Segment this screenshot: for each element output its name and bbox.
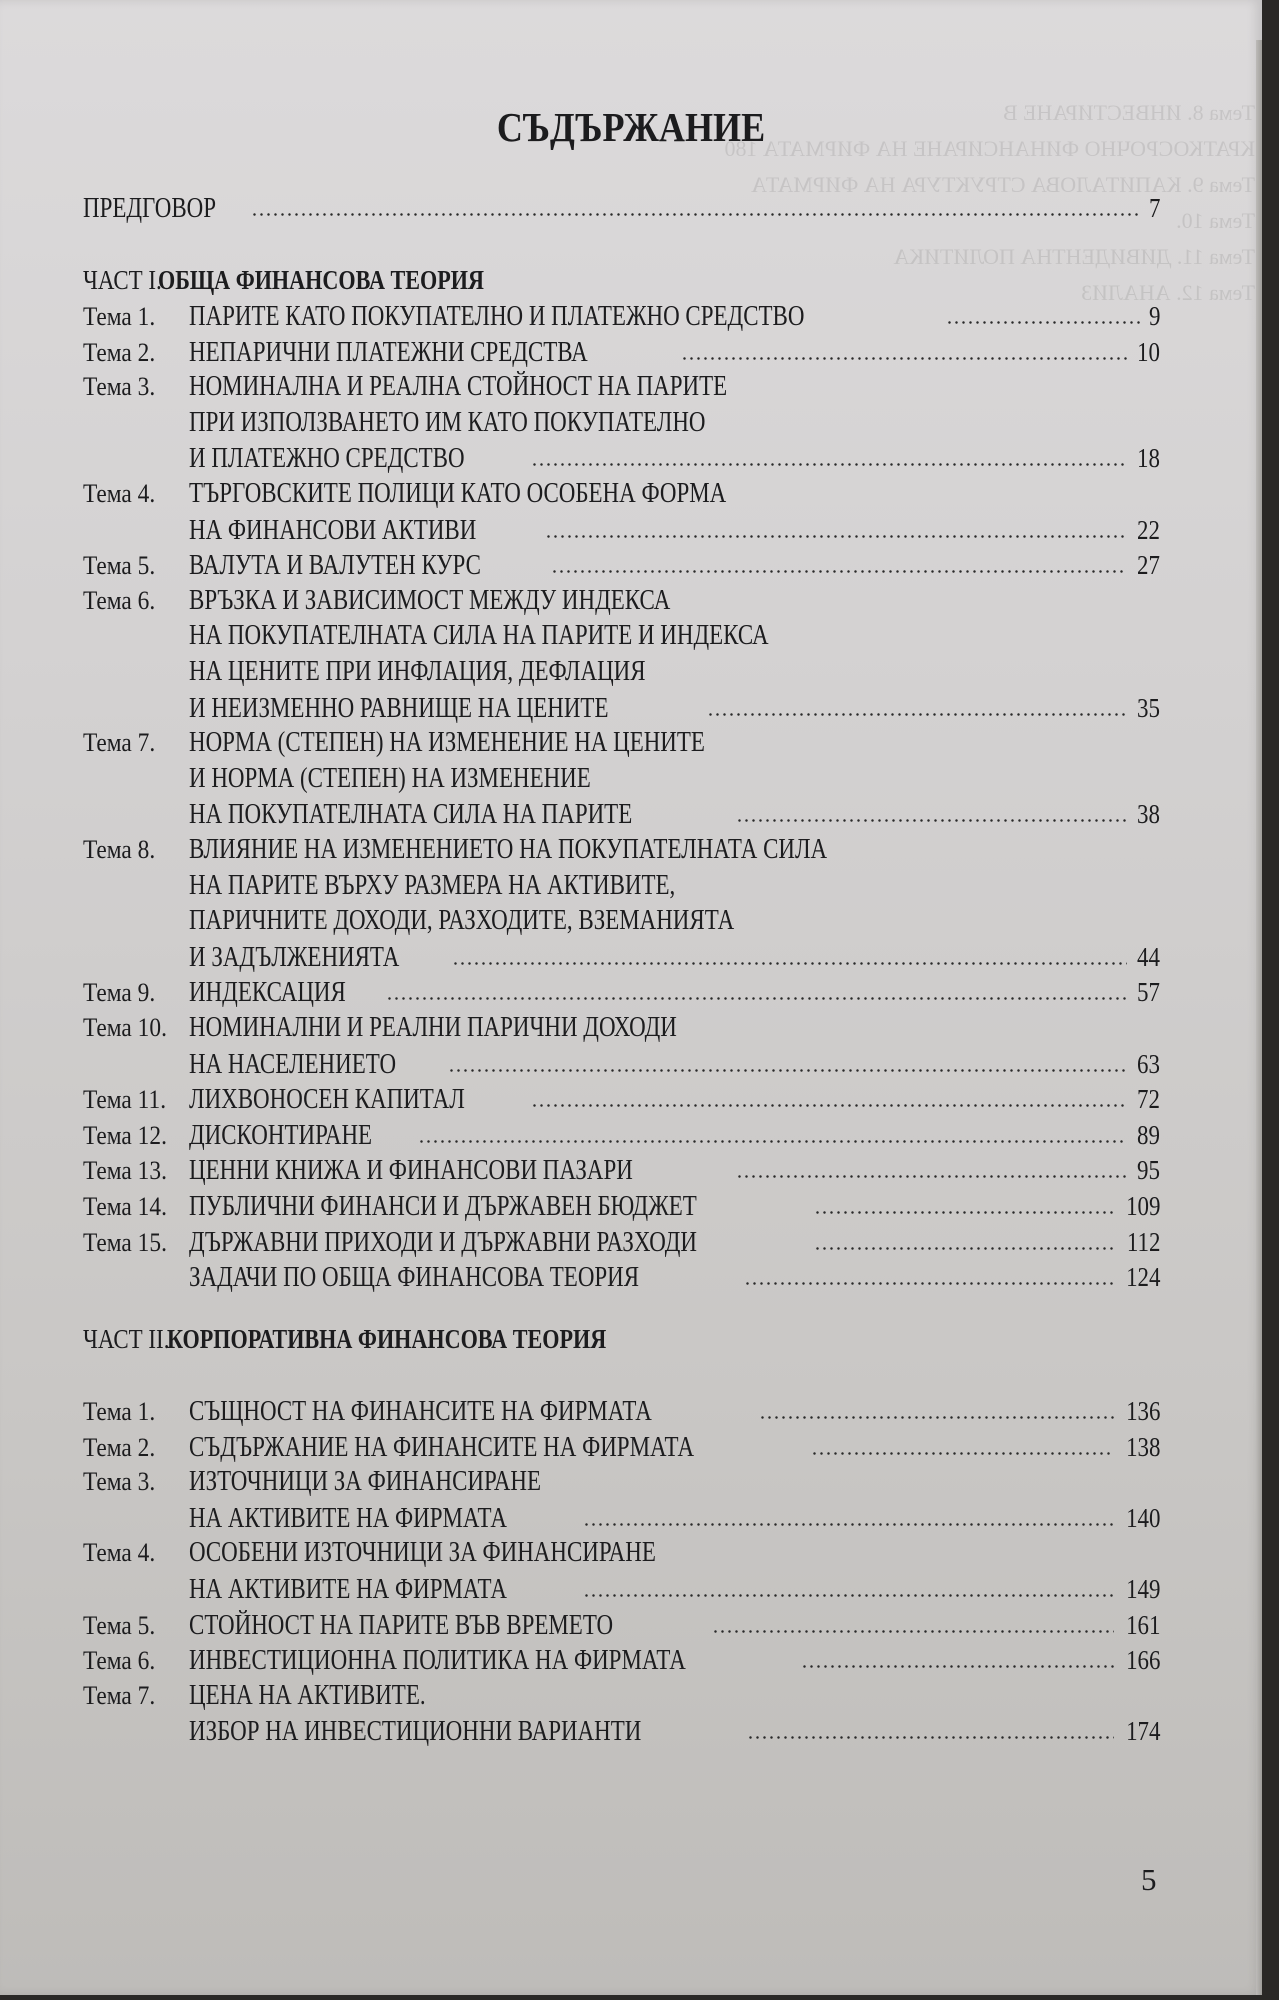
topic-title: ПУБЛИЧНИ ФИНАНСИ И ДЪРЖАВЕН БЮДЖЕТ <box>189 1191 697 1222</box>
topic-title: ЛИХВОНОСЕН КАПИТАЛ <box>189 1084 465 1116</box>
page-reference[interactable]: 166 <box>1125 1645 1160 1676</box>
toc-entry <box>83 1571 1160 1607</box>
topic-title: НЕПАРИЧНИ ПЛАТЕЖНИ СРЕДСТВА <box>189 336 588 368</box>
dot-leader <box>946 305 1141 325</box>
topic-title: СЪЩНОСТ НА ФИНАНСИТЕ НА ФИРМАТА <box>189 1396 652 1427</box>
toc-entry <box>83 1500 1160 1536</box>
topic-number: Тема 7. <box>83 1680 156 1710</box>
part-prefix: ЧАСТ I. <box>83 265 162 295</box>
toc-entry <box>83 903 1160 939</box>
dot-leader <box>448 1053 1128 1073</box>
part-title: КОРПОРАТИВНА ФИНАНСОВА ТЕОРИЯ <box>166 1324 606 1354</box>
topic-title: ПРЕДГОВОР <box>83 193 216 224</box>
topic-number: Тема 12. <box>83 1120 167 1150</box>
toc-entry <box>83 1010 1160 1046</box>
page-edge <box>1256 40 1262 1995</box>
page-reference[interactable]: 161 <box>1125 1609 1160 1640</box>
dot-leader <box>418 1124 1127 1144</box>
dot-leader <box>801 1649 1114 1669</box>
topic-number: Тема 2. <box>83 1432 156 1462</box>
dot-leader <box>545 519 1127 539</box>
topic-title: НОРМА (СТЕПЕН) НА ИЗМЕНЕНИЕ НА ЦЕНИТЕ <box>189 727 705 759</box>
toc-entry <box>83 1464 1160 1500</box>
dot-leader <box>736 803 1127 823</box>
page-reference[interactable]: 138 <box>1125 1431 1160 1462</box>
topic-title: ИНВЕСТИЦИОННА ПОЛИТИКА НА ФИРМАТА <box>189 1645 686 1677</box>
toc-entry <box>83 796 1160 832</box>
dot-leader <box>744 1266 1114 1286</box>
topic-title: ТЪРГОВСКИТЕ ПОЛИЦИ КАТО ОСОБЕНА ФОРМА <box>189 478 727 509</box>
topic-number: Тема 13. <box>83 1156 167 1186</box>
toc-entry <box>83 761 1160 797</box>
topic-title: ПАРИЧНИТЕ ДОХОДИ, РАЗХОДИТЕ, ВЗЕМАНИЯТА <box>189 905 735 937</box>
topic-title: НА НАСЕЛЕНИЕТО <box>189 1048 397 1080</box>
page-reference[interactable]: 140 <box>1125 1502 1160 1533</box>
topic-title: НА ФИНАНСОВИ АКТИВИ <box>189 514 477 546</box>
topic-title: ДИСКОНТИРАНЕ <box>189 1119 373 1151</box>
dot-leader <box>531 447 1127 467</box>
topic-number: Тема 8. <box>83 835 156 864</box>
dot-leader <box>386 981 1127 1001</box>
topic-number: Тема 9. <box>83 978 156 1008</box>
topic-number: Тема 11. <box>83 1085 167 1115</box>
topic-title: НА ПОКУПАТЕЛНАТА СИЛА НА ПАРИТЕ И ИНДЕКСА <box>189 620 769 652</box>
dot-leader <box>681 341 1127 361</box>
toc-entry <box>83 1393 1160 1429</box>
toc-entry <box>83 298 1160 334</box>
toc-entry <box>83 654 1160 690</box>
part-heading-1 <box>83 262 1160 298</box>
topic-number: Тема 7. <box>83 728 156 758</box>
topic-number: Тема 1. <box>83 1397 156 1426</box>
page-reference[interactable]: 112 <box>1126 1226 1160 1257</box>
topic-title: ПРИ ИЗПОЛЗВАНЕТО ИМ КАТО ПОКУПАТЕЛНО <box>189 406 706 438</box>
bleed-line: Тема 8. ИНВЕСТИРАНЕ В <box>1002 100 1255 125</box>
dot-leader <box>583 1507 1114 1527</box>
bleed-line: Тема 9. КАПИТАЛОВА СТРУКТУРА НА ФИРМАТА <box>751 172 1255 197</box>
toc-entry <box>83 334 1160 370</box>
toc-entry <box>83 1259 1160 1295</box>
dot-leader <box>811 1436 1114 1456</box>
topic-title: НА ПОКУПАТЕЛНАТА СИЛА НА ПАРИТЕ <box>189 799 633 831</box>
topic-number: Тема 15. <box>83 1227 167 1257</box>
toc-entry <box>83 1429 1160 1465</box>
topic-title: НА ПАРИТЕ ВЪРХУ РАЗМЕРА НА АКТИВИТЕ, <box>189 869 676 901</box>
bleed-line: Тема 10. <box>1176 208 1255 233</box>
dot-leader <box>251 197 1140 217</box>
toc-entry <box>83 440 1160 476</box>
page-reference[interactable]: 63 <box>1137 1048 1160 1079</box>
topic-title: ИЗБОР НА ИНВЕСТИЦИОННИ ВАРИАНТИ <box>189 1716 642 1748</box>
topic-title: ВЛИЯНИЕ НА ИЗМЕНЕНИЕТО НА ПОКУПАТЕЛНАТА СИЛА <box>189 834 828 865</box>
bleed-line: Тема 11. ДИВИДЕНТНА ПОЛИТИКА <box>893 244 1255 269</box>
topic-number: Тема 4. <box>83 1538 156 1568</box>
topic-title: НА АКТИВИТЕ НА ФИРМАТА <box>189 1502 507 1534</box>
topic-title: И ПЛАТЕЖНО СРЕДСТВО <box>189 443 465 475</box>
toc-entry <box>83 369 1160 405</box>
toc-entry <box>83 547 1160 583</box>
page-reference[interactable]: 72 <box>1137 1084 1160 1115</box>
topic-title: И НЕИЗМЕННО РАВНИЩЕ НА ЦЕНИТЕ <box>189 692 609 724</box>
topic-title: ВАЛУТА И ВАЛУТЕН КУРС <box>189 550 481 582</box>
page-reference[interactable]: 27 <box>1137 550 1160 581</box>
topic-number: Тема 4. <box>83 479 156 508</box>
bleed-line: КРАТКОСРОЧНО ФИНАНСИРАНЕ НА ФИРМАТА 180 <box>724 136 1255 161</box>
page-reference[interactable]: 35 <box>1137 692 1160 723</box>
toc-entry <box>83 1535 1160 1571</box>
toc-entry <box>83 690 1160 726</box>
topic-number: Тема 6. <box>83 585 156 615</box>
page-reference[interactable]: 38 <box>1137 799 1160 830</box>
topic-title: ЗАДАЧИ ПО ОБЩА ФИНАНСОВА ТЕОРИЯ <box>189 1262 640 1294</box>
dot-leader <box>707 697 1127 717</box>
topic-title: НОМИНАЛНИ И РЕАЛНИ ПАРИЧНИ ДОХОДИ <box>189 1012 677 1043</box>
toc-entry <box>83 974 1160 1010</box>
page-reference[interactable]: 109 <box>1125 1191 1160 1221</box>
dot-leader <box>583 1578 1114 1598</box>
topic-number: Тема 2. <box>83 337 156 367</box>
topic-title: ПАРИТЕ КАТО ПОКУПАТЕЛНО И ПЛАТЕЖНО СРЕДСТВО <box>189 301 805 332</box>
topic-number: Тема 10. <box>83 1013 167 1042</box>
toc-entry <box>83 512 1160 548</box>
page-number: 5 <box>1141 1862 1157 1897</box>
topic-number: Тема 14. <box>83 1192 167 1221</box>
topic-number: Тема 5. <box>83 551 156 581</box>
dot-leader <box>814 1195 1113 1215</box>
part-heading-2 <box>83 1321 1160 1357</box>
topic-title: СЪДЪРЖАНИЕ НА ФИНАНСИТЕ НА ФИРМАТА <box>189 1431 695 1463</box>
page-reference[interactable]: 95 <box>1137 1155 1160 1186</box>
toc-entry <box>83 1678 1160 1714</box>
page-title: СЪДЪРЖАНИЕ <box>496 104 766 150</box>
toc-entry <box>83 1607 1160 1643</box>
dot-leader <box>531 1088 1127 1108</box>
dot-leader <box>814 1231 1114 1251</box>
dot-leader <box>747 1720 1114 1740</box>
page-reference[interactable]: 18 <box>1137 443 1160 474</box>
page-reference[interactable]: 57 <box>1137 977 1160 1008</box>
toc-entry <box>83 1224 1160 1260</box>
toc-entry <box>83 939 1160 975</box>
page-reference[interactable]: 7 <box>1148 193 1160 223</box>
toc-entry <box>83 725 1160 761</box>
toc-entry <box>83 476 1160 512</box>
topic-title: И НОРМА (СТЕПЕН) НА ИЗМЕНЕНИЕ <box>189 762 591 794</box>
toc-entry <box>83 618 1160 654</box>
page-reference[interactable]: 9 <box>1148 301 1160 331</box>
page-reference[interactable]: 10 <box>1137 336 1160 367</box>
page-reference[interactable]: 124 <box>1125 1262 1160 1293</box>
toc-entry-preface <box>83 190 1160 226</box>
toc-entry <box>83 583 1160 619</box>
page-reference[interactable]: 44 <box>1137 941 1160 972</box>
dot-leader <box>759 1400 1113 1420</box>
part-title: ОБЩА ФИНАНСОВА ТЕОРИЯ <box>157 265 484 295</box>
toc-entry <box>83 1117 1160 1153</box>
topic-title: ОСОБЕНИ ИЗТОЧНИЦИ ЗА ФИНАНСИРАНЕ <box>189 1537 656 1569</box>
toc-entry <box>83 1081 1160 1117</box>
part-prefix: ЧАСТ II. <box>83 1324 170 1354</box>
toc-entry <box>83 1152 1160 1188</box>
topic-title: ЦЕНА НА АКТИВИТЕ. <box>189 1679 426 1711</box>
topic-title: ИЗТОЧНИЦИ ЗА ФИНАНСИРАНЕ <box>189 1466 542 1498</box>
topic-title: НА ЦЕНИТЕ ПРИ ИНФЛАЦИЯ, ДЕФЛАЦИЯ <box>189 656 646 687</box>
topic-number: Тема 6. <box>83 1646 156 1676</box>
topic-title: ИНДЕКСАЦИЯ <box>189 977 346 1009</box>
topic-title: НА АКТИВИТЕ НА ФИРМАТА <box>189 1574 507 1605</box>
topic-title: ДЪРЖАВНИ ПРИХОДИ И ДЪРЖАВНИ РАЗХОДИ <box>189 1226 697 1258</box>
dot-leader <box>712 1614 1113 1634</box>
page-reference[interactable]: 174 <box>1125 1716 1160 1747</box>
topic-title: ВРЪЗКА И ЗАВИСИМОСТ МЕЖДУ ИНДЕКСА <box>189 584 671 616</box>
topic-title: И ЗАДЪЛЖЕНИЯТА <box>189 941 400 973</box>
topic-title: ЦЕННИ КНИЖА И ФИНАНСОВИ ПАЗАРИ <box>189 1155 633 1187</box>
topic-title: НОМИНАЛНА И РЕАЛНА СТОЙНОСТ НА ПАРИТЕ <box>189 371 728 403</box>
toc-entry <box>83 1188 1160 1224</box>
page-reference[interactable]: 22 <box>1137 514 1160 545</box>
topic-title: СТОЙНОСТ НА ПАРИТЕ ВЪВ ВРЕМЕТО <box>189 1609 614 1641</box>
toc-entry <box>83 405 1160 441</box>
toc-entry <box>83 1642 1160 1678</box>
toc-entry <box>83 1046 1160 1082</box>
page-reference[interactable]: 149 <box>1125 1574 1160 1604</box>
dot-leader <box>736 1159 1127 1179</box>
toc-entry <box>83 1713 1160 1749</box>
topic-number: Тема 3. <box>83 1467 156 1497</box>
page-reference[interactable]: 89 <box>1137 1119 1160 1150</box>
toc-entry <box>83 868 1160 904</box>
page-reference[interactable]: 136 <box>1125 1396 1160 1426</box>
topic-number: Тема 1. <box>83 302 156 331</box>
topic-number: Тема 5. <box>83 1610 156 1640</box>
dot-leader <box>551 554 1127 574</box>
bleed-line: Тема 12. АНАЛИЗ <box>1081 280 1255 305</box>
topic-number: Тема 3. <box>83 372 156 402</box>
toc-entry <box>83 832 1160 868</box>
dot-leader <box>452 946 1127 966</box>
